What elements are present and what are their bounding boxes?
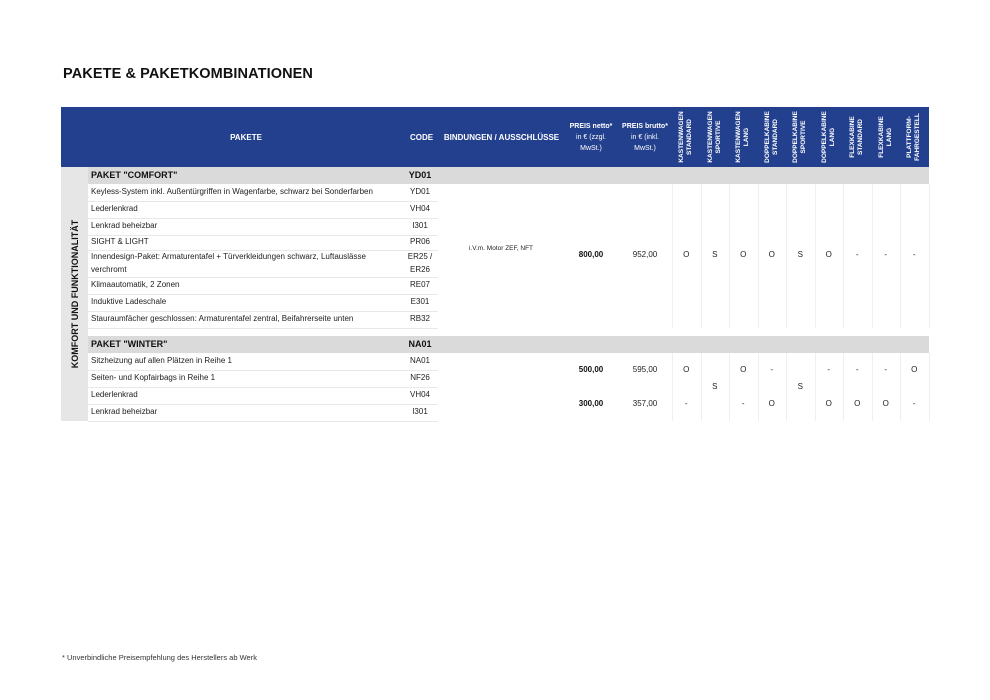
header-variant bbox=[701, 107, 729, 167]
column-divider bbox=[672, 353, 673, 421]
header-variant-label: DOPPELKABINE STANDARD bbox=[763, 111, 779, 163]
header-variant bbox=[786, 107, 814, 167]
column-divider bbox=[701, 353, 702, 421]
item-text: Klimaautomatik, 2 Zonen bbox=[91, 280, 180, 289]
column-divider bbox=[729, 184, 730, 328]
header-preis-netto-sub: in € (zzgl. MwSt.) bbox=[576, 133, 606, 152]
column-divider bbox=[900, 184, 901, 328]
header-variant-label: KASTENWAGEN STANDARD bbox=[678, 111, 693, 163]
package-name-comfort: PAKET "COMFORT" bbox=[91, 170, 178, 180]
item-code: VH04 bbox=[409, 204, 430, 213]
table-row bbox=[88, 370, 438, 388]
item-text: Keyless-System inkl. Außentürgriffen in Wagenfarbe, schwarz bei Sonderfarben bbox=[91, 187, 373, 196]
package-band-winter bbox=[88, 336, 929, 353]
column-divider bbox=[729, 353, 730, 421]
availability-cell: - bbox=[855, 250, 859, 259]
binding-comfort: i.V.m. Motor ZEF, NFT bbox=[468, 245, 534, 252]
header-preis-netto bbox=[564, 107, 618, 167]
package-band-comfort bbox=[88, 167, 929, 184]
availability-cell: O bbox=[683, 365, 690, 374]
header-bindungen: BINDUNGEN / AUSSCHLÜSSE bbox=[443, 132, 560, 142]
header-variant-label: FLEXKABINE STANDARD bbox=[849, 116, 864, 158]
header-preis-brutto-sub: in € (inkl. MwSt.) bbox=[630, 133, 659, 152]
header-variant bbox=[872, 107, 900, 167]
availability-cell: O bbox=[825, 399, 832, 408]
column-divider bbox=[929, 184, 930, 328]
availability-cell: - bbox=[770, 365, 774, 374]
item-code: NF26 bbox=[410, 373, 430, 382]
item-text: Lederlenkrad bbox=[91, 390, 138, 399]
table-row bbox=[88, 201, 438, 219]
item-text: Seiten- und Kopfairbags in Reihe 1 bbox=[91, 373, 216, 382]
availability-cell: O bbox=[825, 250, 832, 259]
header-variant bbox=[843, 107, 871, 167]
price-netto-comfort: 800,00 bbox=[578, 250, 604, 259]
availability-cell: - bbox=[741, 399, 745, 408]
availability-cell: O bbox=[683, 250, 690, 259]
availability-cell: - bbox=[912, 399, 916, 408]
availability-cell: O bbox=[911, 365, 918, 374]
header-preis-brutto bbox=[618, 107, 672, 167]
item-code: PR06 bbox=[409, 237, 430, 246]
availability-cell: - bbox=[884, 250, 888, 259]
availability-cell: - bbox=[684, 399, 688, 408]
header-variant bbox=[900, 107, 928, 167]
availability-cell: O bbox=[740, 250, 747, 259]
item-text: Innendesign-Paket: Armaturentafel + Türverkleidungen schwarz, Luftauslässe verchromt bbox=[91, 252, 366, 274]
item-text: Sitzheizung auf allen Plätzen in Reihe 1 bbox=[91, 356, 232, 365]
table-row bbox=[88, 218, 438, 236]
table-row bbox=[88, 353, 438, 371]
header-code: CODE bbox=[409, 132, 434, 142]
header-variant-label: FLEXKABINE LANG bbox=[877, 116, 893, 158]
column-divider bbox=[815, 353, 816, 421]
availability-cell: O bbox=[854, 399, 861, 408]
package-code-comfort: YD01 bbox=[408, 170, 432, 180]
availability-cell: S bbox=[797, 250, 803, 259]
table-row bbox=[88, 277, 438, 295]
availability-cell: - bbox=[827, 365, 831, 374]
item-text: Lenkrad beheizbar bbox=[91, 221, 158, 230]
header-preis-netto-label: PREIS netto* bbox=[569, 122, 613, 130]
availability-cell: O bbox=[740, 365, 747, 374]
column-divider bbox=[900, 353, 901, 421]
header-pakete: PAKETE bbox=[230, 132, 262, 142]
price-brutto-winter-2: 357,00 bbox=[632, 399, 658, 408]
column-divider bbox=[872, 184, 873, 328]
item-text: Induktive Ladeschale bbox=[91, 297, 167, 306]
column-divider bbox=[672, 184, 673, 328]
table-row bbox=[88, 311, 438, 329]
item-code: I301 bbox=[412, 407, 428, 416]
header-variant-label: KASTENWAGEN SPORTIVE bbox=[706, 111, 722, 163]
table-header bbox=[61, 107, 929, 167]
header-variant bbox=[758, 107, 786, 167]
item-code: E301 bbox=[410, 297, 430, 306]
table-row bbox=[88, 250, 438, 278]
header-variant-label: PLATTFORM- FAHRGESTELL bbox=[906, 113, 921, 161]
header-variant bbox=[729, 107, 757, 167]
item-code: ER25 / ER26 bbox=[407, 252, 433, 274]
column-divider bbox=[786, 184, 787, 328]
availability-cell: O bbox=[768, 250, 775, 259]
column-divider bbox=[843, 184, 844, 328]
header-variant-label: KASTENWAGEN LANG bbox=[735, 111, 750, 163]
category-label: KOMFORT UND FUNKTIONALITÄT bbox=[69, 219, 80, 369]
table-row bbox=[88, 404, 438, 422]
header-preis-brutto-label: PREIS brutto* bbox=[622, 122, 668, 130]
table-row bbox=[88, 387, 438, 405]
table-row bbox=[88, 184, 438, 202]
availability-cell: S bbox=[712, 250, 718, 259]
footnote: * Unverbindliche Preisempfehlung des Herstellers ab Werk bbox=[62, 653, 257, 662]
item-text: Stauraumfächer geschlossen: Armaturentafel zentral, Beifahrerseite unten bbox=[91, 314, 354, 323]
item-code: VH04 bbox=[409, 390, 430, 399]
price-brutto-comfort: 952,00 bbox=[632, 250, 658, 259]
header-variant-label: DOPPELKABINE SPORTIVE bbox=[792, 111, 807, 163]
package-code-winter: NA01 bbox=[408, 339, 432, 349]
availability-cell: S bbox=[712, 382, 718, 391]
header-variant bbox=[672, 107, 700, 167]
availability-cell: - bbox=[884, 365, 888, 374]
availability-cell: O bbox=[882, 399, 889, 408]
availability-cell: - bbox=[912, 250, 916, 259]
availability-cell: - bbox=[855, 365, 859, 374]
item-code: RB32 bbox=[409, 314, 430, 323]
header-variant-label: DOPPELKABINE LANG bbox=[820, 111, 836, 163]
availability-cell: O bbox=[768, 399, 775, 408]
column-divider bbox=[701, 184, 702, 328]
column-divider bbox=[758, 184, 759, 328]
column-divider bbox=[872, 353, 873, 421]
item-code: YD01 bbox=[409, 187, 430, 196]
item-code: NA01 bbox=[409, 356, 430, 365]
page-title: PAKETE & PAKETKOMBINATIONEN bbox=[63, 66, 314, 82]
item-code: RE07 bbox=[409, 280, 430, 289]
table-row bbox=[88, 235, 438, 251]
price-netto-winter-1: 500,00 bbox=[578, 365, 604, 374]
price-netto-winter-2: 300,00 bbox=[578, 399, 604, 408]
column-divider bbox=[758, 353, 759, 421]
item-text: Lenkrad beheizbar bbox=[91, 407, 158, 416]
column-divider bbox=[815, 184, 816, 328]
table-row bbox=[88, 294, 438, 312]
item-text: SIGHT & LIGHT bbox=[91, 237, 149, 246]
header-variant bbox=[815, 107, 843, 167]
column-divider bbox=[786, 353, 787, 421]
package-name-winter: PAKET "WINTER" bbox=[91, 339, 168, 349]
category-sidebar bbox=[61, 167, 88, 421]
availability-cell: S bbox=[797, 382, 803, 391]
price-brutto-winter-1: 595,00 bbox=[632, 365, 658, 374]
column-divider bbox=[843, 353, 844, 421]
column-divider bbox=[929, 353, 930, 421]
item-text: Lederlenkrad bbox=[91, 204, 138, 213]
item-code: I301 bbox=[412, 221, 428, 230]
